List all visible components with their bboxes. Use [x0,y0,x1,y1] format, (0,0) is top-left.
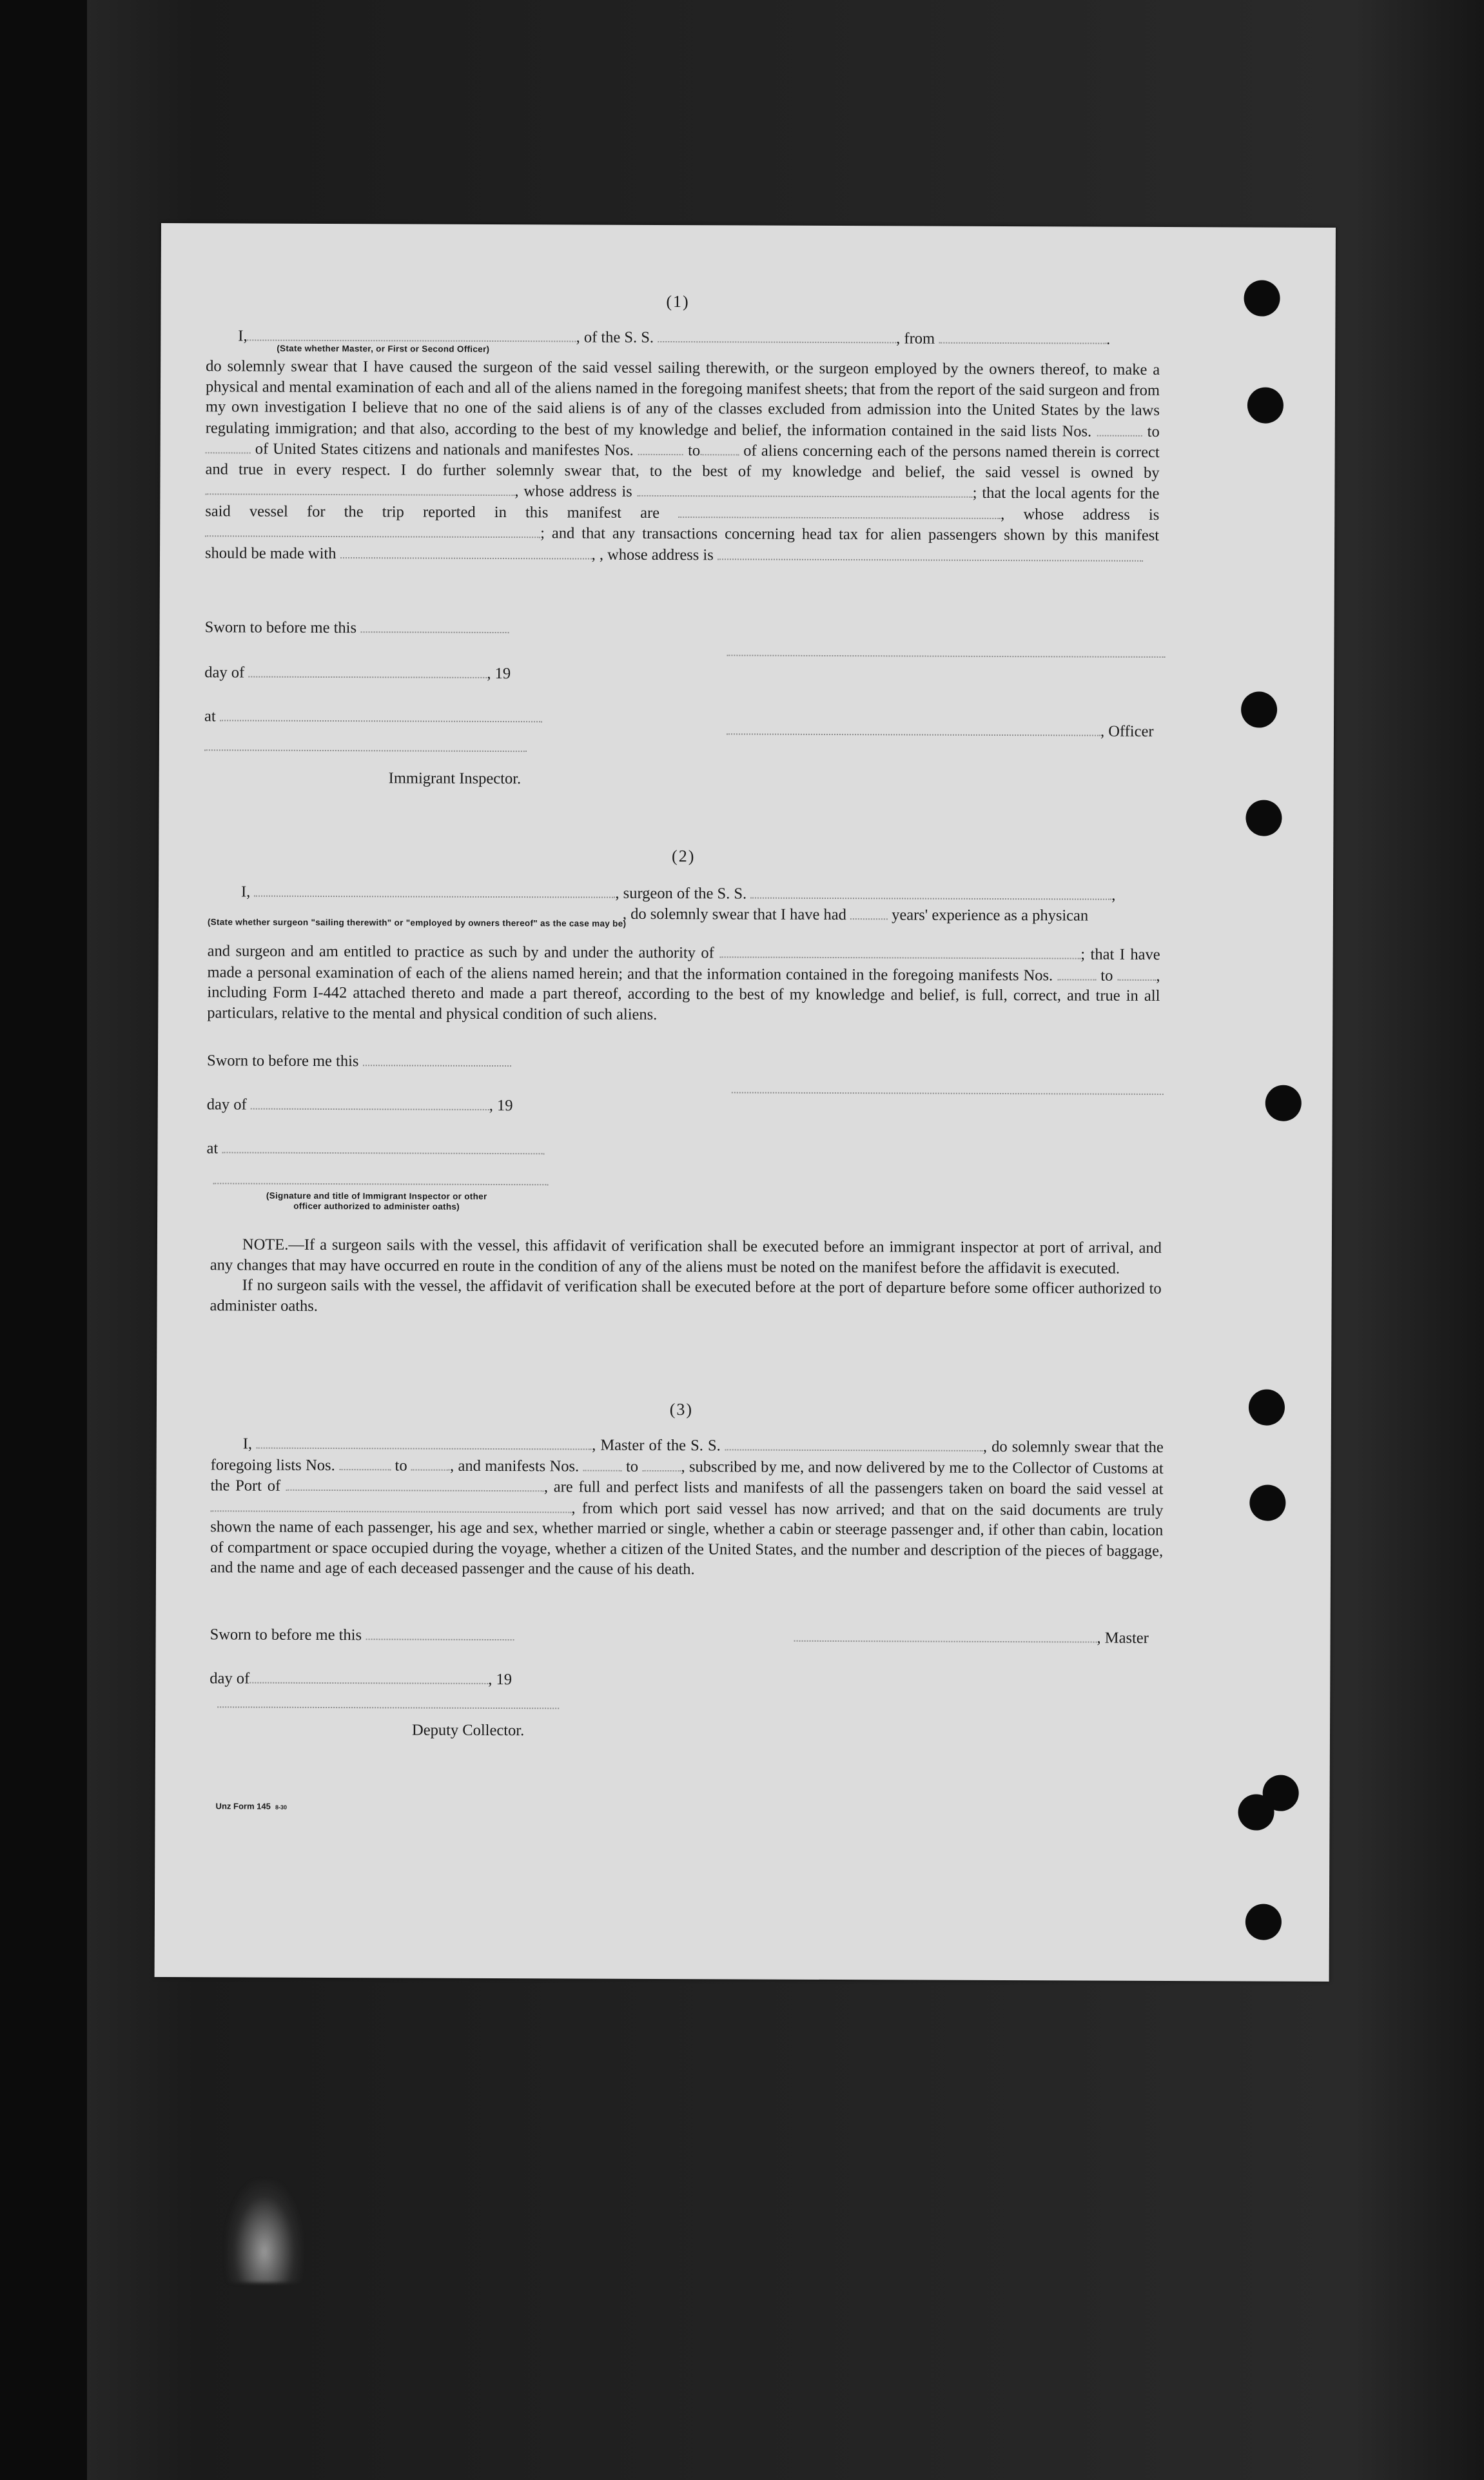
punch-hole-icon [1249,1389,1285,1425]
section-2-surgeon-caption: (State whether surgeon "sailing therewith" or "employed by owners thereof" as the case may be) [207,917,627,929]
blank-field [658,327,896,343]
blank-field [205,479,514,496]
blank-field [339,1455,391,1470]
blank-field [727,719,1100,736]
punch-hole-icon [1265,1085,1302,1121]
blank-field [939,328,1106,344]
section-1-officer: , Officer [727,719,1154,741]
blank-field [257,1433,592,1450]
manifest-back-page [155,223,1336,1982]
section-1-from: , from [896,330,935,348]
punch-hole-icon [1247,387,1284,423]
section-1-at: at [204,705,542,727]
blank-field [850,904,888,920]
section-3-sworn: Sworn to before me this [210,1624,514,1645]
blank-field [251,1094,489,1110]
section-2-number: (2) [672,847,696,866]
punch-hole-icon [1245,800,1282,836]
section-1-day-of: day of , 19 [204,662,511,683]
punch-hole-icon [1249,1484,1285,1520]
blank-field [220,705,542,722]
blank-field [725,1435,983,1452]
blank-field [340,543,592,560]
blank-field [678,502,1001,519]
section-1-inspector-title: Immigrant Inspector. [388,769,522,788]
blank-field [1097,420,1142,436]
blank-field [206,438,251,453]
blank-field [286,1475,544,1492]
blank-field [794,1626,1097,1643]
section-2-signature-caption: (Signature and title of Immigrant Inspector or other officer authorized to administer oaths) [266,1190,487,1212]
blank-field [638,481,973,498]
section-1-rank-caption: (State whether Master, or First or Second Officer) [277,343,490,354]
blank-field [719,942,1080,959]
section-2-oath-text: and surgeon and am entitled to practice as such by and under the authority of ; that I have made a personal examination of each of the aliens named herein; and that the information contained in the foregoing manifests Nos. to , including Form I-442 attached thereto and made a part thereof, according to the best of my knowledge and belief, is full, correct, and true in all particulars, relative to the mental and physical condition of such aliens. [207,942,1160,1023]
section-3-oath-text: I, , Master of the S. S. , do solemnly swear that the foregoing lists Nos. to , and manifests Nos. to , subscribed by me, and now delivered by me to the Collector of Customs at the Port of , are full and perfect lists and manifests of all the passengers taken on board the said vessel at , from which port said vessel has now arrived; and that on the said documents are truly shown the name of each passenger, his age and sex, whether married or single, whether a cabin or steerage passenger and, if other than cabin, location of compartment or space occupied during the voyage, whether a citizen of the United States, and the number and description of the pieces of baggage, and the name and age of each deceased passenger and the cause of his death. [210,1433,1164,1581]
section-3-day-of: day of , 19 [210,1668,512,1689]
blank-field [411,1455,450,1470]
signature-line [727,654,1165,658]
section-2-opening-line: I, , surgeon of the S. S. , [241,881,1115,904]
blank-field [718,544,1143,562]
blank-field [583,1455,622,1471]
blank-field [1057,965,1096,980]
blank-field [248,326,576,342]
section-1-number: (1) [666,292,690,311]
punch-hole-icon [1241,691,1277,727]
form-number: Unz Form 145 8-30 [215,1801,288,1811]
section-1-of-ss: , of the S. S. [576,328,654,346]
section-3-collector-title: Deputy Collector. [411,1721,525,1740]
blank-field [222,1137,544,1154]
signature-line [732,1092,1164,1095]
blank-field [366,1624,514,1640]
blank-field [750,883,1111,900]
section-1-sworn: Sworn to before me this [205,616,509,638]
section-1-oath-text: do solemnly swear that I have caused the surgeon of the said vessel sailing therewith, or the surgeon employed by the owners thereof, to make a physical and mental examination of each and all of the aliens named in the foregoing manifest sheets; that from the report of the said surgeon and from my own investigation I believe that no one of the said aliens is of any of the classes excluded from admission into the United States by the laws regulating immigration; and that also, according to the best of my knowledge and belief, the information contained in the said lists Nos. to of United States citizens and nationals and manifestes Nos. to of aliens concerning each of the persons named therein is correct and true in every respect. I do further solemnly swear that, to the best of my knowledge and belief, the said vessel is owned by , whose address is ; that the local agents for the said vessel for the trip reported in this manifest are , whose address is ; and that any transactions concerning head tax for alien passengers shown by this manifest should be made with , , whose address is [204,357,1160,564]
section-1-prefix: I, [238,327,248,345]
section-2-note: NOTE.—If a surgeon sails with the vessel, this affidavit of verification shall be executed before an immigrant inspector at port of arrival, and any changes that may have occurred en route in the condition of any of the aliens must be noted on the manifest before the affidavit is executed. If no surgeon sails with the vessel, the affidavit of verification shall be executed before at the port of departure before some officer authorized to administer oaths. [210,1235,1162,1315]
blank-field [700,440,739,455]
blank-field [360,617,509,633]
signature-line [213,1183,548,1185]
blank-field [248,662,487,678]
blank-field [363,1050,511,1067]
blank-field [1117,965,1156,980]
blank-field [210,1496,571,1513]
section-2-day-of: day of , 19 [207,1094,513,1115]
section-1-opening-line: I, , of the S. S. , from . [238,325,1110,348]
light-glare [226,2180,303,2283]
section-2-at: at [206,1137,544,1159]
blank-field [249,1668,488,1684]
film-edge [0,0,87,2480]
blank-field [205,521,540,538]
blank-field [254,881,615,898]
signature-line [204,749,527,752]
punch-hole-icon [1245,1904,1282,1940]
section-2-second-line: , do solemnly swear that I have had years' experience as a physican [622,905,1089,925]
blank-field [638,440,683,455]
punch-hole-icon [1238,1794,1274,1830]
signature-line [217,1706,559,1709]
section-3-number: (3) [669,1400,694,1419]
punch-hole-icon [1244,280,1280,316]
section-2-sworn: Sworn to before me this [207,1050,511,1071]
section-3-master: , Master [794,1626,1149,1648]
blank-field [642,1455,681,1471]
